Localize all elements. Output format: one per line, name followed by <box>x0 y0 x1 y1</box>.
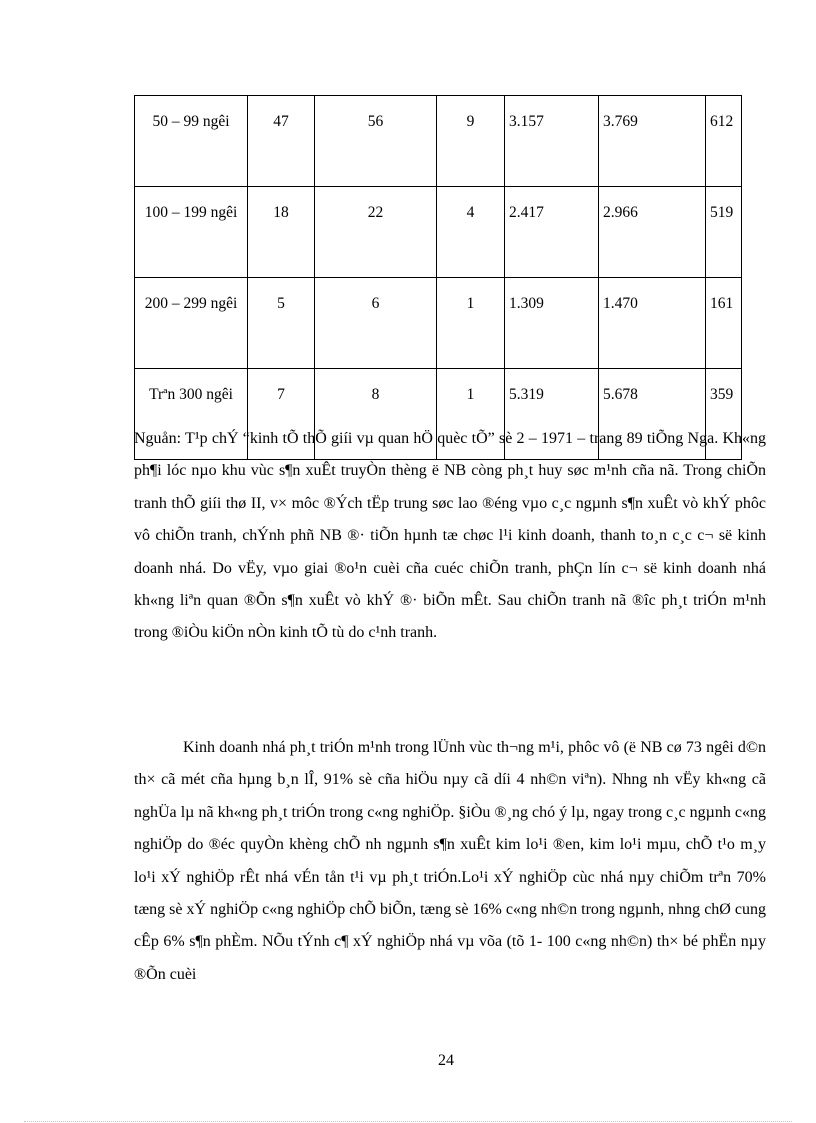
table-cell-value: 359 <box>706 369 742 460</box>
table-row <box>135 187 742 278</box>
table-cell-size-group: Trªn 300 ngêi <box>135 369 248 460</box>
table-cell-value: 612 <box>706 96 742 187</box>
table-cell-value: 3.157 <box>505 96 599 187</box>
table-cell-size-group: 50 – 99 ngêi <box>135 96 248 187</box>
table-cell-value: 7 <box>248 369 315 460</box>
table-cell-value: 56 <box>315 96 437 187</box>
table-cell-value: 519 <box>706 187 742 278</box>
table-cell-value: 1 <box>437 369 505 460</box>
body-paragraph: Kinh doanh nhá ph¸t triÓn m¹nh trong lÜnh vùc th¬ng m¹i, phôc vô (ë NB cø 73 ngêi d©n th× cã mét cña hµng b¸n lÎ, 91% sè cña hiÖu nµy cã díi 4 nh©n viªn). Nhng nh vËy kh«ng cã nghÜa lµ nã kh«ng ph¸t triÓn trong c«ng nghiÖp. §iÒu ®¸ng chó ý lµ, ngay trong c¸c ngµnh c«ng nghiÖp do ®éc quyÒn khèng chÕ nh ngµnh s¶n xuÊt kim lo¹i ®en, kim lo¹i mµu, chÕ t¹o m¸y lo¹i xÝ nghiÖp rÊt nhá vÉn tån t¹i vµ ph¸t triÓn.Lo¹i xÝ nghiÖp cùc nhá nµy chiÕm trªn 70% tæng sè xÝ nghiÖp c«ng nghiÖp chÕ biÕn, tæng sè 16% c«ng nh©n trong ngµnh, nhng chØ cung cÊp 6% s¶n phÈm. NÕu tÝnh c¶ xÝ nghiÖp nhá vµ võa (tõ 1- 100 c«ng nh©n) th× bé phËn nµy ®Õn cuèi <box>134 739 766 983</box>
table-cell-value: 161 <box>706 278 742 369</box>
table-row <box>135 278 742 369</box>
table-cell-value: 22 <box>315 187 437 278</box>
table-cell-value: 1.309 <box>505 278 599 369</box>
table-cell-value: 18 <box>248 187 315 278</box>
table-body <box>135 96 742 460</box>
statistics-table <box>134 95 742 460</box>
table-cell-value: 9 <box>437 96 505 187</box>
page-bottom-divider <box>24 1121 792 1122</box>
table-cell-value: 4 <box>437 187 505 278</box>
page-number: 24 <box>438 1052 454 1069</box>
table-cell-value: 5.319 <box>505 369 599 460</box>
table-cell-value: 1.470 <box>599 278 706 369</box>
table-cell-value: 6 <box>315 278 437 369</box>
table-cell-size-group: 200 – 299 ngêi <box>135 278 248 369</box>
table-cell-size-group: 100 – 199 ngêi <box>135 187 248 278</box>
table-cell-value: 5.678 <box>599 369 706 460</box>
table-cell-value: 8 <box>315 369 437 460</box>
table-cell-value: 3.769 <box>599 96 706 187</box>
table-cell-value: 47 <box>248 96 315 187</box>
table-cell-value: 2.417 <box>505 187 599 278</box>
source-note-paragraph: Nguån: T¹p chÝ “kinh tÕ thÕ giíi vµ quan hÖ quèc tÕ” sè 2 – 1971 – trang 89 tiÕng Nga. Kh«ng ph¶i lóc nµo khu vùc s¶n xuÊt truyÒn thèng ë NB còng ph¸t huy søc m¹nh cña nã. Trong chiÕn tranh thÕ giíi thø II, v× môc ®Ých tËp trung søc lao ®éng vµo c¸c ngµnh s¶n xuÊt vò khÝ phôc vô chiÕn tranh, chÝnh phñ NB ®· tiÕn hµnh tæ chøc l¹i kinh doanh, thanh to¸n c¸c c¬ së kinh doanh nhá. Do vËy, vµo giai ®o¹n cuèi cña cuéc chiÕn tranh, phÇn lín c¬ së kinh doanh nhá kh«ng liªn quan ®Õn s¶n xuÊt vò khÝ ®· biÕn mÊt. Sau chiÕn tranh nã ®îc ph¸t triÓn m¹nh trong ®iÒu kiÖn nÒn kinh tÕ tù do c¹nh tranh. <box>134 430 766 642</box>
table-cell-value: 1 <box>437 278 505 369</box>
table-row <box>135 96 742 187</box>
table-cell-value: 5 <box>248 278 315 369</box>
table-cell-value: 2.966 <box>599 187 706 278</box>
